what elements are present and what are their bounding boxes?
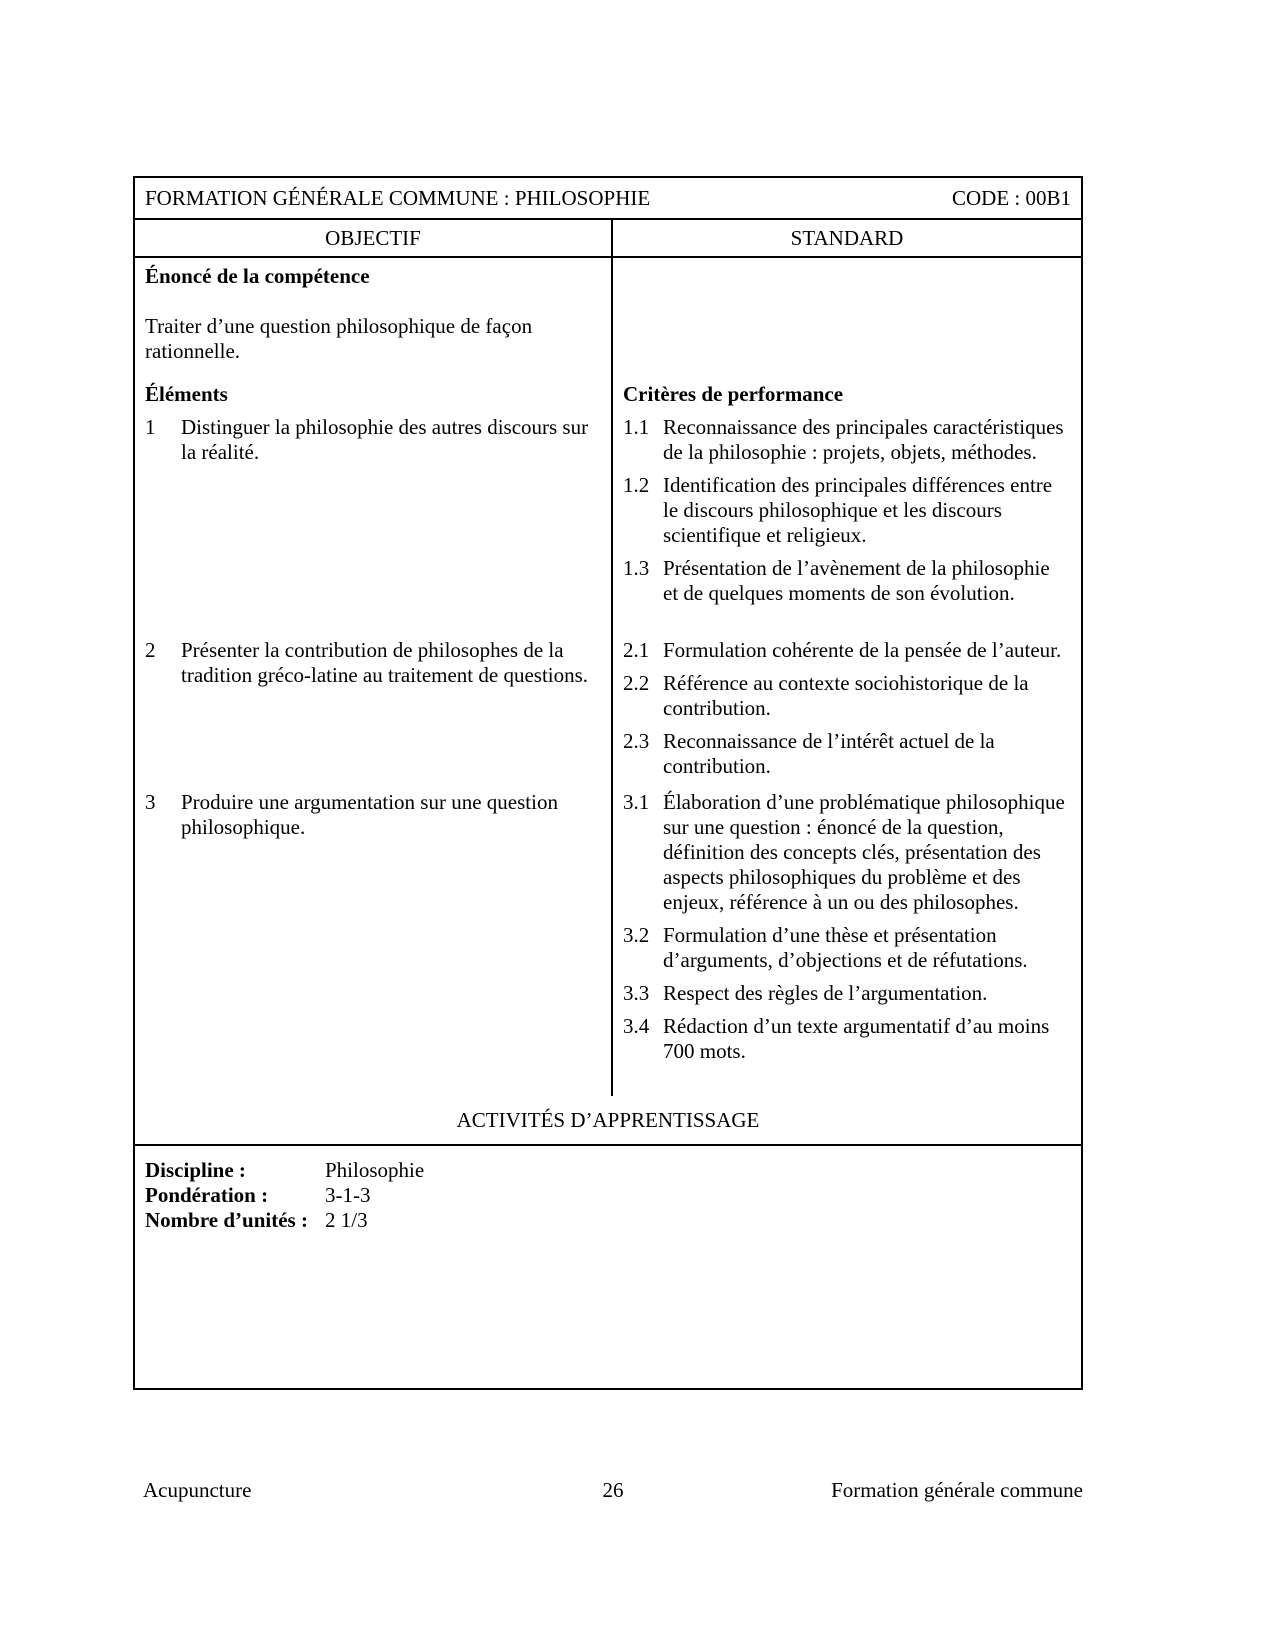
competency-group-1 bbox=[135, 412, 1081, 635]
criteria-item bbox=[623, 981, 1067, 1006]
criteria-number: 2.3 bbox=[623, 729, 650, 753]
activities-body bbox=[135, 1146, 1081, 1388]
criteria-number: 3.2 bbox=[623, 923, 650, 947]
criteria-text: Rédaction d’un texte argumentatif d’au moins 700 mots. bbox=[663, 1014, 1050, 1063]
activities-title: ACTIVITÉS D’APPRENTISSAGE bbox=[456, 1107, 760, 1132]
criteria-cell-1 bbox=[613, 412, 1081, 635]
element-number: 3 bbox=[145, 790, 156, 814]
criteria-cell-2 bbox=[613, 635, 1081, 787]
element-number: 1 bbox=[145, 415, 156, 439]
criteria-item bbox=[623, 1014, 1067, 1064]
footer-section-name: Formation générale commune bbox=[831, 1478, 1083, 1502]
enonce-title: Énoncé de la compétence bbox=[145, 264, 370, 288]
competency-group-3 bbox=[135, 787, 1081, 1096]
activity-row bbox=[145, 1158, 1071, 1183]
element-item bbox=[145, 415, 597, 465]
criteria-text: Reconnaissance des principales caractéristiques de la philosophie : projets, objets, méthodes. bbox=[663, 415, 1064, 464]
criteres-header: Critères de performance bbox=[623, 382, 844, 406]
criteria-item bbox=[623, 473, 1067, 548]
enonce-text: Traiter d’une question philosophique de façon rationnelle. bbox=[145, 314, 533, 363]
criteria-item bbox=[623, 556, 1067, 606]
criteria-item bbox=[623, 790, 1067, 915]
table-header-row bbox=[135, 178, 1081, 220]
criteria-text: Référence au contexte sociohistorique de la contribution. bbox=[663, 671, 1029, 720]
criteria-text: Identification des principales différences entre le discours philosophique et les discours scientifique et religieux. bbox=[663, 473, 1053, 547]
criteria-number: 1.1 bbox=[623, 415, 650, 439]
criteria-item bbox=[623, 671, 1067, 721]
criteria-number: 3.3 bbox=[623, 981, 650, 1005]
section-headers-row bbox=[135, 382, 1081, 412]
criteria-text: Présentation de l’avènement de la philosophie et de quelques moments de son évolution. bbox=[663, 556, 1050, 605]
criteria-number: 3.4 bbox=[623, 1014, 650, 1038]
competency-group-2 bbox=[135, 635, 1081, 787]
element-cell-1 bbox=[135, 412, 613, 635]
element-item bbox=[145, 638, 597, 688]
enonce-row bbox=[135, 258, 1081, 382]
main-grid bbox=[135, 258, 1081, 1096]
doc-code: CODE : 00B1 bbox=[951, 185, 1071, 210]
criteria-text: Reconnaissance de l’intérêt actuel de la contribution. bbox=[663, 729, 995, 778]
criteria-text: Élaboration d’une problématique philosophique sur une question : énoncé de la question, définition des concepts clés, présentation des aspects philosophiques du problème et des enjeux, référence à un ou des philosophes. bbox=[663, 790, 1065, 914]
activity-label: Discipline : bbox=[145, 1158, 246, 1182]
element-text: Présenter la contribution de philosophes de la tradition gréco-latine au traitement de questions. bbox=[181, 638, 589, 687]
criteria-item bbox=[623, 638, 1067, 663]
doc-title: FORMATION GÉNÉRALE COMMUNE : PHILOSOPHIE bbox=[145, 185, 651, 210]
criteria-number: 2.2 bbox=[623, 671, 650, 695]
criteria-number: 1.3 bbox=[623, 556, 650, 580]
column-headers bbox=[135, 220, 1081, 258]
activity-label: Pondération : bbox=[145, 1183, 269, 1207]
activity-row bbox=[145, 1183, 1071, 1208]
activity-row bbox=[145, 1208, 1071, 1233]
activity-value: Philosophie bbox=[325, 1158, 425, 1182]
objectif-column-header: OBJECTIF bbox=[135, 220, 613, 256]
criteria-number: 1.2 bbox=[623, 473, 650, 497]
footer-program-name: Acupuncture bbox=[143, 1478, 252, 1502]
enonce-row-right-empty bbox=[613, 258, 1081, 382]
criteria-text: Respect des règles de l’argumentation. bbox=[663, 981, 988, 1005]
criteria-number: 3.1 bbox=[623, 790, 650, 814]
criteria-text: Formulation d’une thèse et présentation d’arguments, d’objections et de réfutations. bbox=[663, 923, 1028, 972]
criteria-number: 2.1 bbox=[623, 638, 650, 662]
element-text: Produire une argumentation sur une question philosophique. bbox=[181, 790, 558, 839]
criteria-item bbox=[623, 415, 1067, 465]
element-item bbox=[145, 790, 597, 840]
criteria-item bbox=[623, 923, 1067, 973]
page-footer bbox=[133, 1478, 1083, 1503]
criteria-text: Formulation cohérente de la pensée de l’auteur. bbox=[663, 638, 1062, 662]
element-text: Distinguer la philosophie des autres discours sur la réalité. bbox=[181, 415, 589, 464]
activity-value: 3-1-3 bbox=[325, 1183, 371, 1207]
footer-page-number: 26 bbox=[602, 1478, 624, 1502]
elements-header: Éléments bbox=[135, 382, 613, 412]
element-cell-2 bbox=[135, 635, 613, 787]
course-table bbox=[133, 176, 1083, 1390]
standard-column-header: STANDARD bbox=[790, 225, 904, 250]
criteria-item bbox=[623, 729, 1067, 779]
activity-label: Nombre d’unités : bbox=[145, 1208, 308, 1232]
element-cell-3 bbox=[135, 787, 613, 1096]
activities-header bbox=[135, 1096, 1081, 1146]
activity-value: 2 1/3 bbox=[325, 1208, 368, 1232]
enonce-cell bbox=[135, 258, 613, 382]
criteria-cell-3 bbox=[613, 787, 1081, 1096]
element-number: 2 bbox=[145, 638, 156, 662]
